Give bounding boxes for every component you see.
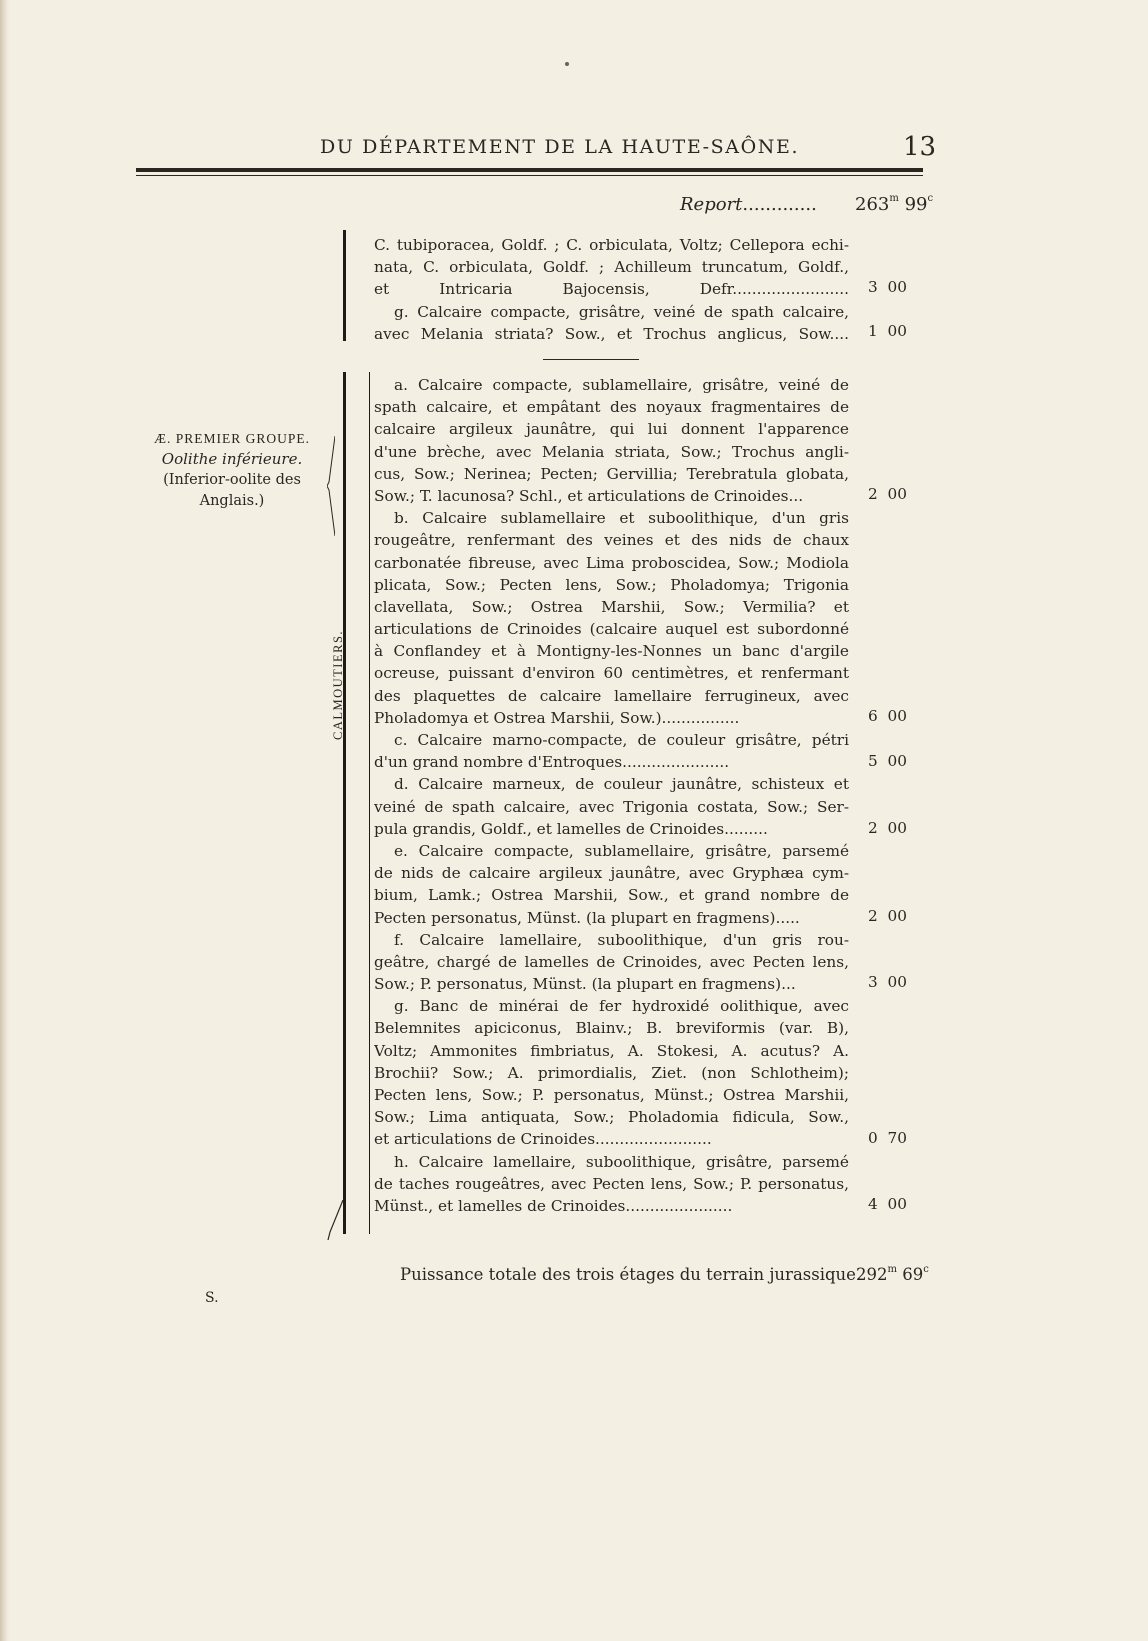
header-rule-thick bbox=[136, 168, 923, 172]
block2-line: a. Calcaire compacte, sublamellaire, grisâtre, veiné de bbox=[394, 376, 849, 394]
block2-line: e. Calcaire compacte, sublamellaire, grisâtre, parsemé bbox=[394, 841, 849, 860]
vertical-label: CALMOUTIERS. bbox=[331, 629, 345, 740]
block2-line: Voltz; Ammonites fimbriatus, A. Stokesi, A. acutus? A. bbox=[374, 1041, 849, 1060]
group-subtitle: Oolithe inférieure. bbox=[161, 450, 303, 468]
block2-line: cus, Sow.; Nerinea; Pecten; Gervillia; Terebratula globata, bbox=[374, 464, 849, 483]
amount-cents: 70 bbox=[887, 1129, 907, 1147]
total-amount bbox=[856, 1265, 929, 1284]
amount-units: 0 bbox=[868, 1129, 878, 1147]
block2-line: c. Calcaire marno-compacte, de couleur grisâtre, pétri bbox=[394, 731, 849, 749]
block2-line: et articulations de Crinoides........................ bbox=[374, 1130, 712, 1149]
block1-amount bbox=[868, 322, 916, 340]
block2-line: rougeâtre, renfermant des veines et des nids de chaux bbox=[374, 531, 849, 550]
block2-line: de nids de calcaire argileux jaunâtre, avec Gryphæa cym- bbox=[374, 864, 849, 883]
block2-line: Sow.; Lima antiquata, Sow.; Pholadomia fidicula, Sow., bbox=[374, 1108, 849, 1127]
block2-amount bbox=[868, 752, 916, 770]
amount-units: 1 bbox=[868, 322, 878, 340]
block2-line: articulations de Crinoides (calcaire auquel est subordonné bbox=[374, 620, 849, 639]
amount-cents: 00 bbox=[887, 278, 907, 296]
block2-line: Brochii? Sow.; A. primordialis, Ziet. (non Schlotheim); bbox=[374, 1063, 849, 1082]
block2-line: carbonatée fibreuse, avec Lima proboscidea, Sow.; Modiola bbox=[374, 553, 849, 572]
amount-units: 2 bbox=[868, 907, 878, 925]
report-unit-c: c bbox=[927, 193, 934, 204]
column-rule-lower bbox=[369, 372, 370, 1234]
block2-line: Münst., et lamelles de Crinoides...................... bbox=[374, 1196, 733, 1215]
block2-amount bbox=[868, 1195, 916, 1213]
block2-line: Sow.; T. lacunosa? Schl., et articulations de Crinoides... bbox=[374, 486, 804, 505]
block2-line: Pecten personatus, Münst. (la plupart en fragmens)..... bbox=[374, 908, 800, 927]
block2-text bbox=[374, 374, 849, 1217]
report-dots: ............. bbox=[742, 194, 817, 215]
amount-cents: 00 bbox=[887, 707, 907, 725]
block1-text bbox=[374, 234, 849, 345]
report-amount bbox=[855, 194, 933, 215]
block2-line: d'un grand nombre d'Entroques...................... bbox=[374, 753, 730, 772]
block2-line: b. Calcaire sublamellaire et suboolithique, d'un gris bbox=[394, 509, 849, 528]
signature: S. bbox=[205, 1290, 219, 1306]
block1-line: et Intricaria Bajocensis, Defr........................ bbox=[374, 280, 849, 299]
amount-units: 4 bbox=[868, 1195, 878, 1213]
calmoutiers-rule bbox=[343, 372, 346, 1234]
amount-cents: 00 bbox=[887, 973, 907, 991]
total-label: Puissance totale des trois étages du terrain jurassique. bbox=[400, 1265, 862, 1284]
group-paren-line1: (Inferior-oolite des bbox=[163, 472, 301, 488]
total-unit-c: c bbox=[923, 1264, 929, 1275]
block2-line: à Conflandey et à Montigny-les-Nonnes un banc d'argile bbox=[374, 642, 849, 661]
block2-line: Sow.; P. personatus, Münst. (la plupart en fragmens)... bbox=[374, 975, 796, 994]
block2-line: d'une brèche, avec Melania striata, Sow.; Trochus angli- bbox=[374, 442, 849, 461]
block2-line: d. Calcaire marneux, de couleur jaunâtre, schisteux et bbox=[394, 775, 849, 794]
amount-units: 3 bbox=[868, 278, 878, 296]
amount-cents: 00 bbox=[887, 752, 907, 770]
block2-line: de taches rougeâtres, avec Pecten lens, Sow.; P. personatus, bbox=[374, 1174, 849, 1193]
page-edge bbox=[0, 0, 10, 1641]
block2-amount bbox=[868, 907, 916, 925]
amount-cents: 00 bbox=[887, 907, 907, 925]
brace-icon bbox=[327, 436, 335, 536]
amount-cents: 00 bbox=[887, 322, 907, 340]
block2-line: Pecten lens, Sow.; P. personatus, Münst.; Ostrea Marshii, bbox=[374, 1086, 849, 1104]
block2-line: bium, Lamk.; Ostrea Marshii, Sow., et grand nombre de bbox=[374, 886, 849, 905]
running-head: DU DÉPARTEMENT DE LA HAUTE-SAÔNE. bbox=[320, 136, 800, 158]
report-label: Report bbox=[680, 194, 743, 215]
block2-line: h. Calcaire lamellaire, suboolithique, grisâtre, parsemé bbox=[394, 1152, 849, 1171]
amount-cents: 00 bbox=[887, 1195, 907, 1213]
block2-line: geâtre, chargé de lamelles de Crinoides, avec Pecten lens, bbox=[374, 952, 849, 971]
block2-amount bbox=[868, 485, 916, 503]
block1-line: avec Melania striata? Sow., et Trochus anglicus, Sow.... bbox=[374, 324, 849, 343]
block2-line: f. Calcaire lamellaire, suboolithique, d'un gris rou- bbox=[394, 930, 849, 949]
block2-amount bbox=[868, 819, 916, 837]
report-amount-c: 99 bbox=[904, 194, 928, 215]
ink-speck bbox=[565, 62, 569, 66]
total-amount-m: 292 bbox=[856, 1265, 888, 1284]
report-unit-m: m bbox=[889, 193, 899, 204]
group-title: Æ. PREMIER GROUPE. bbox=[153, 431, 311, 446]
block2-line: des plaquettes de calcaire lamellaire ferrugineux, avec bbox=[374, 686, 849, 705]
total-amount-c: 69 bbox=[902, 1265, 924, 1284]
block2-amount bbox=[868, 1129, 916, 1147]
header-rule-thin bbox=[136, 175, 923, 176]
block2-line: Pholadomya et Ostrea Marshii, Sow.)................ bbox=[374, 708, 740, 727]
amount-units: 3 bbox=[868, 973, 878, 991]
amount-units: 5 bbox=[868, 752, 878, 770]
block2-line: calcaire argileux jaunâtre, qui lui donnent l'apparence bbox=[374, 420, 849, 439]
amount-units: 2 bbox=[868, 485, 878, 503]
block1-line: C. tubiporacea, Goldf. ; C. orbiculata, Voltz; Cellepora echi- bbox=[374, 236, 849, 254]
block2-line: g. Banc de minérai de fer hydroxidé oolithique, avec bbox=[394, 997, 849, 1016]
amount-units: 6 bbox=[868, 707, 878, 725]
total-unit-m: m bbox=[887, 1264, 897, 1275]
block1-amount bbox=[868, 278, 916, 296]
block1-line: nata, C. orbiculata, Goldf. ; Achilleum truncatum, Goldf., bbox=[374, 258, 849, 277]
report-amount-m: 263 bbox=[855, 194, 890, 215]
block1-line: g. Calcaire compacte, grisâtre, veiné de spath calcaire, bbox=[394, 302, 849, 321]
amount-cents: 00 bbox=[887, 485, 907, 503]
amount-cents: 00 bbox=[887, 819, 907, 837]
block2-line: veiné de spath calcaire, avec Trigonia costata, Sow.; Ser- bbox=[374, 797, 849, 816]
stratum-label bbox=[136, 428, 328, 512]
page-number: 13 bbox=[903, 132, 937, 162]
block2-line: pula grandis, Goldf., et lamelles de Crinoides......... bbox=[374, 819, 768, 838]
amount-units: 2 bbox=[868, 819, 878, 837]
block2-line: plicata, Sow.; Pecten lens, Sow.; Pholadomya; Trigonia bbox=[374, 575, 849, 594]
group-paren-line2: Anglais.) bbox=[199, 493, 265, 509]
column-rule-upper bbox=[343, 230, 346, 341]
block2-line: spath calcaire, et empâtant des noyaux fragmentaires de bbox=[374, 398, 849, 417]
block2-line: clavellata, Sow.; Ostrea Marshii, Sow.; Vermilia? et bbox=[374, 597, 849, 616]
block2-line: Belemnites apiciconus, Blainv.; B. breviformis (var. B), bbox=[374, 1019, 849, 1038]
section-divider bbox=[543, 359, 639, 360]
lower-brace-icon bbox=[326, 1200, 344, 1240]
block2-amount bbox=[868, 707, 916, 725]
block2-line: ocreuse, puissant d'environ 60 centimètres, et renfermant bbox=[374, 664, 849, 683]
block2-amount bbox=[868, 973, 916, 991]
report-line bbox=[680, 194, 817, 215]
